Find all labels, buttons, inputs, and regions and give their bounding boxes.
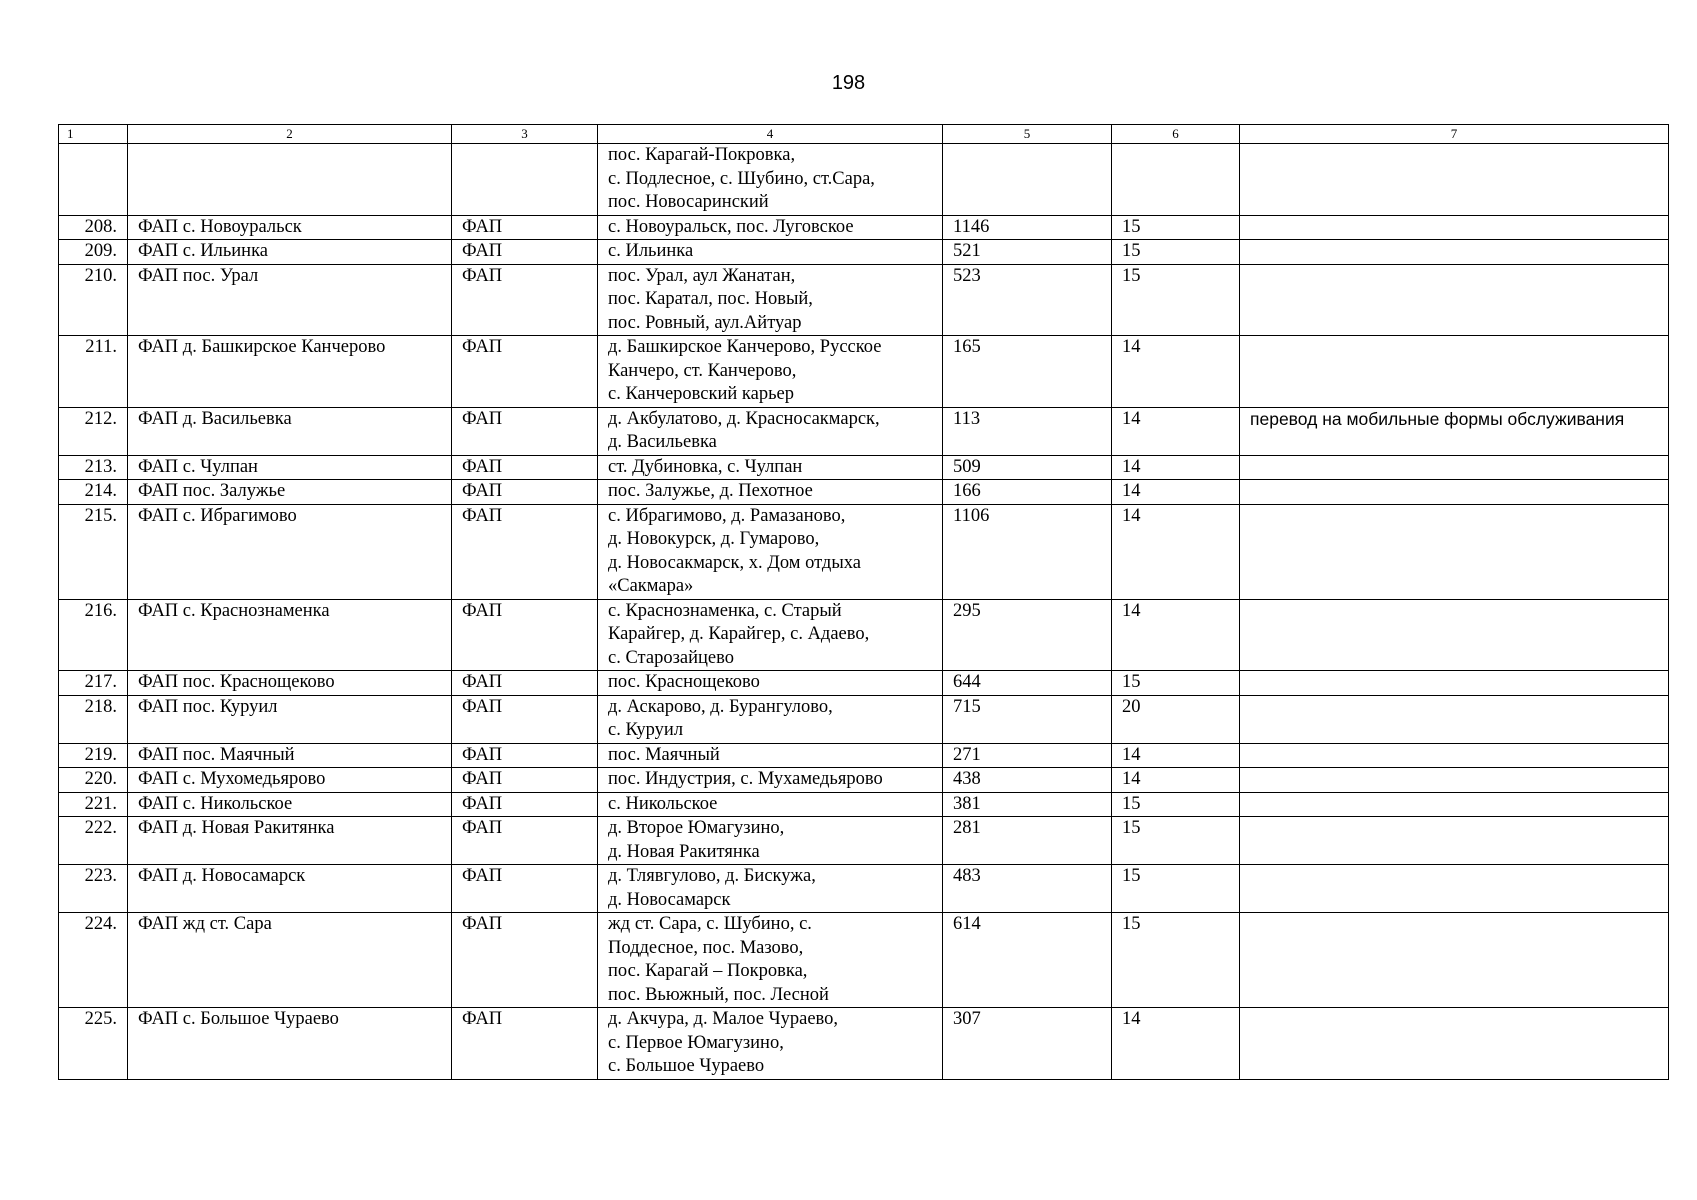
facility-type-cell: ФАП (452, 336, 598, 408)
population-cell: 1106 (943, 504, 1112, 599)
table-row (59, 215, 1669, 240)
row-number-cell: 216. (59, 599, 128, 671)
population-cell: 166 (943, 480, 1112, 505)
facility-type-cell: ФАП (452, 504, 598, 599)
facility-name-cell: ФАП пос. Куруил (128, 695, 452, 743)
facility-type-cell: ФАП (452, 599, 598, 671)
facility-type-cell: ФАП (452, 695, 598, 743)
served-settlements-cell: с. Краснознаменка, с. Старый Карайгер, д. Карайгер, с. Адаево, с. Старозайцево (598, 599, 943, 671)
served-settlements-cell: д. Аскарово, д. Бурангулово, с. Куруил (598, 695, 943, 743)
distance-cell: 14 (1112, 1008, 1240, 1080)
facility-name-cell: ФАП д. Васильевка (128, 407, 452, 455)
served-settlements-cell: д. Акбулатово, д. Красносакмарск, д. Васильевка (598, 407, 943, 455)
facility-type-cell: ФАП (452, 215, 598, 240)
row-number-cell: 224. (59, 913, 128, 1008)
facility-name-cell: ФАП д. Новосамарск (128, 865, 452, 913)
table-row (59, 480, 1669, 505)
facility-type-cell: ФАП (452, 865, 598, 913)
note-cell (1240, 480, 1669, 505)
note-cell (1240, 792, 1669, 817)
table-row (59, 817, 1669, 865)
distance-cell: 15 (1112, 240, 1240, 265)
facility-name-cell: ФАП с. Краснознаменка (128, 599, 452, 671)
distance-cell: 15 (1112, 865, 1240, 913)
facility-name-cell: ФАП пос. Краснощеково (128, 671, 452, 696)
note-cell (1240, 240, 1669, 265)
served-settlements-cell: с. Ибрагимово, д. Рамазаново, д. Новокурск, д. Гумарово, д. Новосакмарск, х. Дом отдыха «Сакмара» (598, 504, 943, 599)
population-cell: 1146 (943, 215, 1112, 240)
note-cell (1240, 144, 1669, 216)
note-cell (1240, 913, 1669, 1008)
facility-name-cell: ФАП с. Чулпан (128, 455, 452, 480)
facility-name-cell: ФАП д. Башкирское Канчерово (128, 336, 452, 408)
column-number: 2 (128, 125, 452, 144)
distance-cell: 14 (1112, 599, 1240, 671)
row-number-cell: 217. (59, 671, 128, 696)
row-number-cell: 209. (59, 240, 128, 265)
served-settlements-cell: с. Новоуральск, пос. Луговское (598, 215, 943, 240)
note-cell (1240, 817, 1669, 865)
note-cell (1240, 695, 1669, 743)
note-cell (1240, 768, 1669, 793)
row-number-cell: 222. (59, 817, 128, 865)
column-number: 4 (598, 125, 943, 144)
facility-name-cell: ФАП с. Ибрагимово (128, 504, 452, 599)
population-cell: 381 (943, 792, 1112, 817)
facility-type-cell: ФАП (452, 455, 598, 480)
column-number: 1 (59, 125, 128, 144)
facility-type-cell: ФАП (452, 264, 598, 336)
distance-cell: 15 (1112, 817, 1240, 865)
served-settlements-cell: пос. Карагай-Покровка, с. Подлесное, с. Шубино, ст.Сара, пос. Новосаринский (598, 144, 943, 216)
distance-cell: 14 (1112, 768, 1240, 793)
facility-name-cell: ФАП пос. Урал (128, 264, 452, 336)
facility-name-cell: ФАП с. Новоуральск (128, 215, 452, 240)
population-cell: 614 (943, 913, 1112, 1008)
facility-name-cell: ФАП жд ст. Сара (128, 913, 452, 1008)
served-settlements-cell: пос. Залужье, д. Пехотное (598, 480, 943, 505)
distance-cell: 14 (1112, 504, 1240, 599)
note-cell (1240, 865, 1669, 913)
facility-type-cell: ФАП (452, 240, 598, 265)
population-cell: 307 (943, 1008, 1112, 1080)
table-row (59, 455, 1669, 480)
population-cell: 521 (943, 240, 1112, 265)
served-settlements-cell: с. Никольское (598, 792, 943, 817)
facility-name-cell: ФАП с. Большое Чураево (128, 1008, 452, 1080)
facility-type-cell: ФАП (452, 480, 598, 505)
column-number: 6 (1112, 125, 1240, 144)
facility-type-cell: ФАП (452, 817, 598, 865)
note-cell (1240, 215, 1669, 240)
population-cell: 295 (943, 599, 1112, 671)
facility-name-cell (128, 144, 452, 216)
served-settlements-cell: д. Акчура, д. Малое Чураево, с. Первое Юмагузино, с. Большое Чураево (598, 1008, 943, 1080)
distance-cell: 14 (1112, 480, 1240, 505)
population-cell: 715 (943, 695, 1112, 743)
served-settlements-cell: пос. Индустрия, с. Мухамедьярово (598, 768, 943, 793)
table-row (59, 407, 1669, 455)
row-number-cell: 214. (59, 480, 128, 505)
table-row (59, 599, 1669, 671)
distance-cell: 15 (1112, 671, 1240, 696)
table-row (59, 768, 1669, 793)
distance-cell: 15 (1112, 264, 1240, 336)
row-number-cell: 211. (59, 336, 128, 408)
population-cell: 644 (943, 671, 1112, 696)
served-settlements-cell: д. Башкирское Канчерово, Русское Канчеро, ст. Канчерово, с. Канчеровский карьер (598, 336, 943, 408)
facility-name-cell: ФАП с. Ильинка (128, 240, 452, 265)
population-cell: 281 (943, 817, 1112, 865)
served-settlements-cell: пос. Урал, аул Жанатан, пос. Каратал, пос. Новый, пос. Ровный, аул.Айтуар (598, 264, 943, 336)
served-settlements-cell: пос. Маячный (598, 743, 943, 768)
table-body (59, 144, 1669, 1080)
facility-type-cell: ФАП (452, 913, 598, 1008)
served-settlements-cell: пос. Краснощеково (598, 671, 943, 696)
note-cell (1240, 671, 1669, 696)
facility-name-cell: ФАП с. Мухомедьярово (128, 768, 452, 793)
row-number-cell: 221. (59, 792, 128, 817)
population-cell: 271 (943, 743, 1112, 768)
page-number: 198 (831, 72, 866, 94)
facility-type-cell: ФАП (452, 743, 598, 768)
table-row (59, 504, 1669, 599)
table-row (59, 1008, 1669, 1080)
note-cell (1240, 599, 1669, 671)
population-cell: 523 (943, 264, 1112, 336)
note-cell (1240, 264, 1669, 336)
distance-cell: 14 (1112, 455, 1240, 480)
note-cell (1240, 455, 1669, 480)
facility-type-cell: ФАП (452, 407, 598, 455)
table-row (59, 865, 1669, 913)
facility-name-cell: ФАП д. Новая Ракитянка (128, 817, 452, 865)
facility-name-cell: ФАП пос. Залужье (128, 480, 452, 505)
served-settlements-cell: ст. Дубиновка, с. Чулпан (598, 455, 943, 480)
column-number: 3 (452, 125, 598, 144)
row-number-cell (59, 144, 128, 216)
note-cell (1240, 1008, 1669, 1080)
row-number-cell: 208. (59, 215, 128, 240)
row-number-cell: 212. (59, 407, 128, 455)
table-row (59, 144, 1669, 216)
table-row (59, 792, 1669, 817)
population-cell: 483 (943, 865, 1112, 913)
row-number-cell: 225. (59, 1008, 128, 1080)
table-row (59, 264, 1669, 336)
facility-type-cell (452, 144, 598, 216)
table-row (59, 336, 1669, 408)
served-settlements-cell: с. Ильинка (598, 240, 943, 265)
distance-cell: 14 (1112, 743, 1240, 768)
distance-cell (1112, 144, 1240, 216)
facility-type-cell: ФАП (452, 1008, 598, 1080)
population-cell (943, 144, 1112, 216)
table-row (59, 695, 1669, 743)
table-row (59, 671, 1669, 696)
served-settlements-cell: д. Тлявгулово, д. Бискужа, д. Новосамарск (598, 865, 943, 913)
population-cell: 438 (943, 768, 1112, 793)
facility-type-cell: ФАП (452, 671, 598, 696)
population-cell: 113 (943, 407, 1112, 455)
row-number-cell: 210. (59, 264, 128, 336)
column-number: 5 (943, 125, 1112, 144)
distance-cell: 15 (1112, 792, 1240, 817)
table-row (59, 743, 1669, 768)
note-cell (1240, 504, 1669, 599)
served-settlements-cell: д. Второе Юмагузино, д. Новая Ракитянка (598, 817, 943, 865)
row-number-cell: 220. (59, 768, 128, 793)
row-number-cell: 215. (59, 504, 128, 599)
facility-type-cell: ФАП (452, 768, 598, 793)
note-cell (1240, 336, 1669, 408)
note-cell (1240, 743, 1669, 768)
row-number-cell: 218. (59, 695, 128, 743)
column-number: 7 (1240, 125, 1669, 144)
served-settlements-cell: жд ст. Сара, с. Шубино, с. Поддесное, пос. Мазово, пос. Карагай – Покровка, пос. Вьюжный, пос. Лесной (598, 913, 943, 1008)
distance-cell: 15 (1112, 215, 1240, 240)
population-cell: 165 (943, 336, 1112, 408)
row-number-cell: 219. (59, 743, 128, 768)
table-row (59, 240, 1669, 265)
row-number-cell: 223. (59, 865, 128, 913)
column-number-row (59, 125, 1669, 144)
table-row (59, 913, 1669, 1008)
facility-name-cell: ФАП с. Никольское (128, 792, 452, 817)
distance-cell: 14 (1112, 407, 1240, 455)
distance-cell: 15 (1112, 913, 1240, 1008)
facilities-table (58, 124, 1669, 1080)
distance-cell: 20 (1112, 695, 1240, 743)
note-cell: перевод на мобильные формы обслуживания (1240, 407, 1669, 455)
facility-type-cell: ФАП (452, 792, 598, 817)
distance-cell: 14 (1112, 336, 1240, 408)
facility-name-cell: ФАП пос. Маячный (128, 743, 452, 768)
row-number-cell: 213. (59, 455, 128, 480)
population-cell: 509 (943, 455, 1112, 480)
